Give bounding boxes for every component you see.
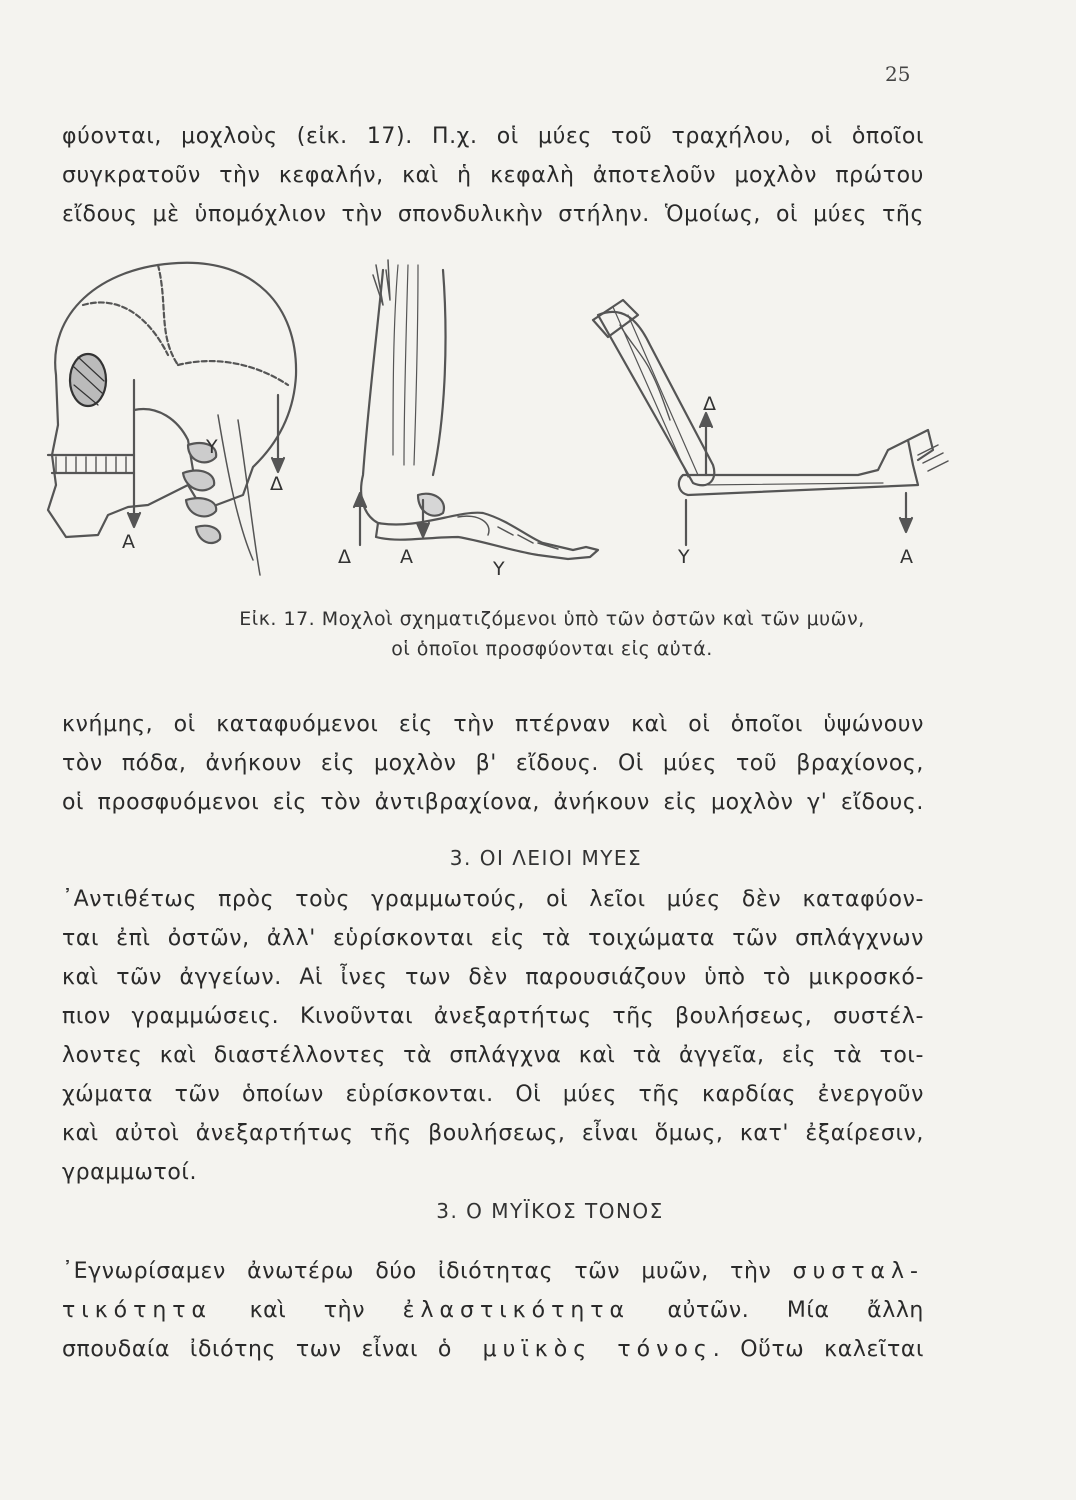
skull-drawing: [48, 263, 296, 575]
arm-drawing: [593, 300, 948, 545]
text-line: χώματα τῶν ὁποίων εὑρίσκονται. Οἱ μύες τῆς καρδίας ἐνεργοῦν: [62, 1082, 924, 1107]
text-line: [62, 1330, 924, 1369]
label-foot-Y: Y: [493, 558, 505, 580]
label-skull-D: Δ: [270, 473, 283, 495]
paragraph-levers-continued: [62, 705, 924, 822]
text-run: καὶ τὴν: [212, 1298, 403, 1323]
text-line: συγκρατοῦν τὴν κεφαλήν, καὶ ἡ κεφαλὴ ἀποτελοῦν μοχλὸν πρώτου: [62, 163, 924, 188]
text-line: [62, 1291, 924, 1330]
figure-caption-line2: οἱ ὁποῖοι προσφύονται εἰς αὐτά.: [391, 638, 713, 660]
text-line: λοντες καὶ διαστέλλοντες τὰ σπλάγχνα καὶ τὰ ἀγγεῖα, εἰς τὰ τοι-: [62, 1043, 924, 1068]
spaced-term: συσταλ-: [792, 1259, 924, 1284]
spaced-term: ὁ μυϊκὸς τόνος: [437, 1337, 713, 1362]
label-arm-D: Δ: [703, 393, 716, 415]
text-run: σπουδαία ἰδιότης των εἶναι: [62, 1337, 438, 1362]
label-skull-A: A: [122, 531, 135, 553]
section-heading-smooth-muscles: 3. ΟΙ ΛΕΙΟΙ ΜΥΕΣ: [449, 846, 643, 870]
label-arm-Y: Y: [678, 546, 690, 568]
figure-caption-line1: Εἰκ. 17. Μοχλοὶ σχηματιζόμενοι ὑπὸ τῶν ὀστῶν καὶ τῶν μυῶν,: [239, 608, 865, 630]
label-foot-D: Δ: [338, 546, 351, 568]
text-line: ᾿Αντιθέτως πρὸς τοὺς γραμμωτούς, οἱ λεῖοι μύες δὲν καταφύον-: [62, 887, 924, 912]
foot-drawing: [354, 260, 598, 559]
text-run: αὐτῶν. Μία ἄλλη: [630, 1298, 924, 1323]
text-line: [62, 1252, 924, 1291]
text-line: κνήμης, οἱ καταφυόμενοι εἰς τὴν πτέρναν καὶ οἱ ὁποῖοι ὑψώνουν: [62, 712, 924, 737]
text-line: ται ἐπὶ ὀστῶν, ἀλλ' εὑρίσκονται εἰς τὰ τοιχώματα τῶν σπλάγχνων: [62, 926, 924, 951]
text-line: καὶ αὐτοὶ ἀνεξαρτήτως τῆς βουλήσεως, εἶναι ὅμως, κατ' ἐξαίρεσιν,: [62, 1121, 924, 1146]
label-arm-A: A: [900, 546, 913, 568]
page-number: 25: [885, 62, 911, 86]
label-skull-Y: Y: [206, 436, 218, 458]
label-foot-A: A: [400, 546, 413, 568]
text-line: γραμμωτοί.: [62, 1160, 198, 1185]
text-line: φύονται, μοχλοὺς (εἰκ. 17). Π.χ. οἱ μύες τοῦ τραχήλου, οἱ ὁποῖοι: [62, 124, 924, 149]
paragraph-smooth-muscles: [62, 880, 924, 1192]
section-heading-muscle-tone: 3. Ο ΜΥΪΚΟΣ ΤΟΝΟΣ: [436, 1199, 664, 1223]
text-run: . Οὕτω καλεῖται: [712, 1337, 924, 1362]
figure-17-levers: [38, 245, 963, 590]
paragraph-levers-intro: [62, 117, 924, 234]
text-line: τὸν πόδα, ἀνήκουν εἰς μοχλὸν β' εἴδους. Οἱ μύες τοῦ βραχίονος,: [62, 751, 924, 776]
text-line: πιον γραμμώσεις. Κινοῦνται ἀνεξαρτήτως τῆς βουλήσεως, συστέλ-: [62, 1004, 924, 1029]
text-line: εἴδους μὲ ὑπομόχλιον τὴν σπονδυλικὴν στήλην. Ὁμοίως, οἱ μύες τῆς: [62, 202, 924, 227]
text-line: οἱ προσφυόμενοι εἰς τὸν ἀντιβραχίονα, ἀνήκουν εἰς μοχλὸν γ' εἴδους.: [62, 790, 924, 815]
text-line: καὶ τῶν ἀγγείων. Αἱ ἶνες των δὲν παρουσιάζουν ὑπὸ τὸ μικροσκό-: [62, 965, 924, 990]
paragraph-muscle-tone: [62, 1252, 924, 1369]
spaced-term: ἐλαστικότητα: [402, 1298, 631, 1323]
spaced-term: τικότητα: [62, 1298, 213, 1323]
text-run: ᾿Εγνωρίσαμεν ἀνωτέρω δύο ἰδιότητας τῶν μυῶν, τὴν: [62, 1259, 793, 1284]
